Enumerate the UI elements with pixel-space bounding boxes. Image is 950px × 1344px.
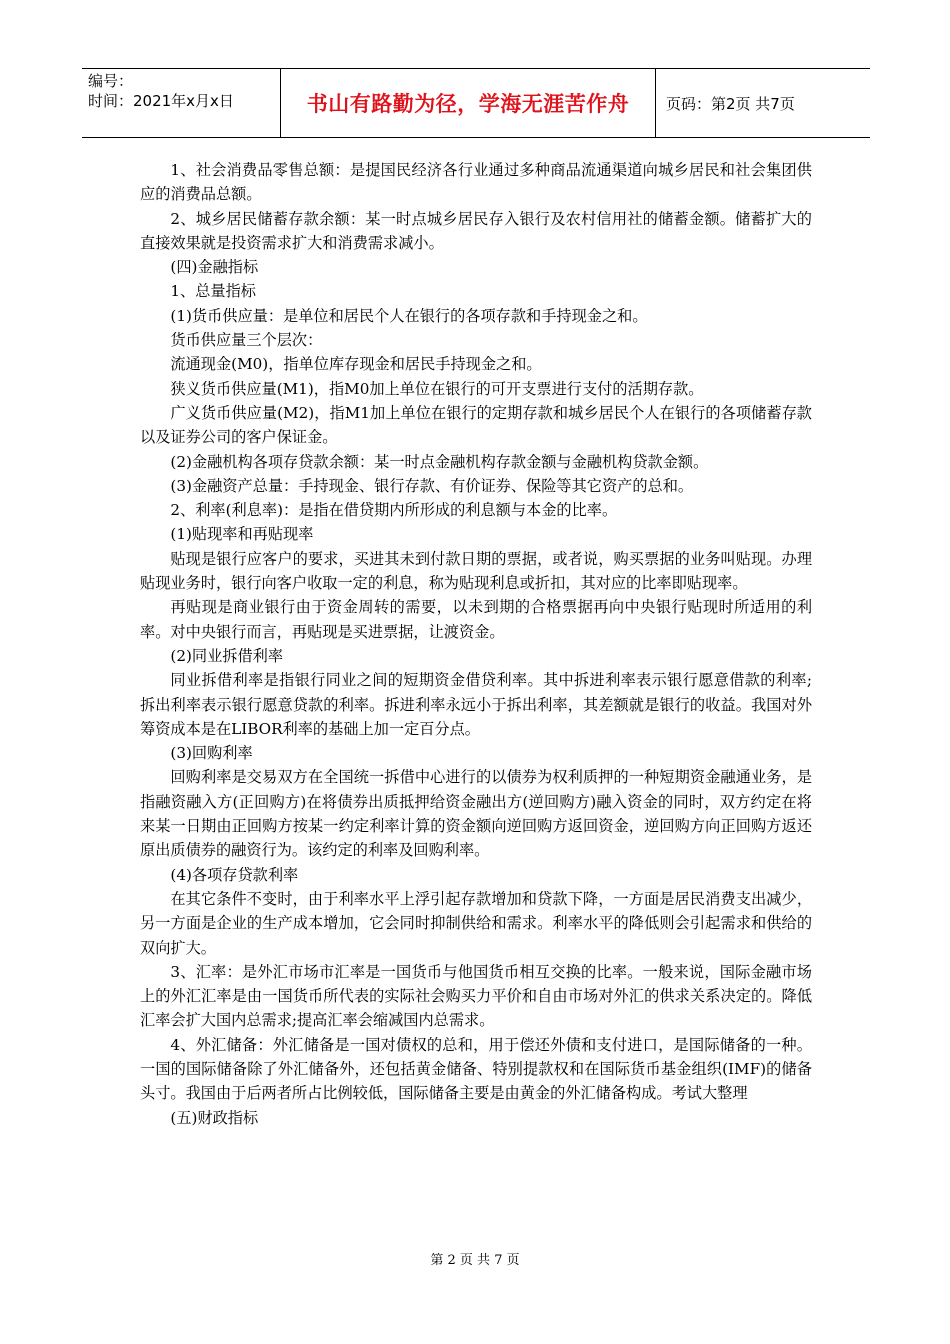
document-number-label: 编号： — [88, 72, 134, 90]
document-body — [140, 158, 812, 1130]
paragraph: 1、社会消费品零售总额：是提国民经济各行业通过多种商品流通渠道向城乡居民和社会集团供应的消费品总额。 — [140, 161, 812, 204]
subsection-heading: 1、总量指标 — [170, 282, 256, 301]
section-heading: (四)金融指标 — [170, 258, 259, 277]
paragraph: 流通现金(M0)，指单位库存现金和居民手持现金之和。 — [170, 355, 542, 374]
section-heading: (五)财政指标 — [170, 1108, 259, 1127]
paragraph: (2)金融机构各项存贷款余额：某一时点金融机构存款金额与金融机构贷款金额。 — [170, 452, 709, 471]
paragraph: 贴现是银行应客户的要求，买进其未到付款日期的票据，或者说，购买票据的业务叫贴现。办理贴现业务时，银行向客户收取一定的利息，称为贴现利息或折扣，其对应的比率即贴现率。 — [140, 549, 812, 593]
paragraph: 2、城乡居民储蓄存款余额：某一时点城乡居民存入银行及农村信用社的储蓄金额。储蓄扩大的直接效果就是投资需求扩大和消费需求减小。 — [140, 209, 812, 252]
header-motto: 书山有路勤为径，学海无涯苦作舟 — [280, 69, 656, 137]
subsection-heading: 2、利率(利息率)：是指在借贷期内所形成的利息额与本金的比率。 — [170, 501, 618, 520]
item-heading: (4)各项存贷款利率 — [170, 865, 299, 884]
header-page-info: 页码：第2页 共7页 — [666, 94, 795, 113]
paragraph: 3、汇率：是外汇市场市汇率是一国货币与他国货币相互交换的比率。一般来说，国际金融市场上的外汇汇率是由一国货币所代表的实际社会购买力平价和自由市场对外汇的供求关系决定的。降低汇率会扩大国内总需求;提高汇率会缩减国内总需求。 — [140, 962, 812, 1030]
paragraph: 在其它条件不变时，由于利率水平上浮引起存款增加和贷款下降，一方面是居民消费支出减少，另一方面是企业的生产成本增加，它会同时抑制供给和需求。利率水平的降低则会引起需求和供给的双向扩大。 — [140, 889, 812, 957]
paragraph: 同业拆借利率是指银行同业之间的短期资金借贷利率。其中拆进利率表示银行愿意借款的利率;拆出利率表示银行愿意贷款的利率。拆进利率永远小于拆出利率，其差额就是银行的收益。我国对外筹资成本是在LIBOR利率的基础上加一定百分点。 — [140, 671, 812, 738]
paragraph: (1)货币供应量：是单位和居民个人在银行的各项存款和手持现金之和。 — [170, 306, 648, 325]
document-time-label: 时间：2021年x月x日 — [88, 92, 234, 110]
paragraph: 4、外汇储备：外汇储备是一国对债权的总和，用于偿还外债和支付进口，是国际储备的一种。一国的国际储备除了外汇储备外，还包括黄金储备、特别提款权和在国际货币基金组织(IMF)的储备头寸。我国由于后两者所占比例较低，国际储备主要是由黄金的外汇储备构成。考试大整理 — [140, 1035, 812, 1103]
item-heading: (1)贴现率和再贴现率 — [170, 525, 314, 544]
item-heading: (2)同业拆借利率 — [170, 646, 284, 665]
page-footer: 第 2 页 共 7 页 — [430, 1253, 520, 1268]
paragraph: 广义货币供应量(M2)，指M1加上单位在银行的定期存款和城乡居民个人在银行的各项储蓄存款以及证券公司的客户保证金。 — [140, 403, 812, 447]
page-header — [82, 68, 870, 138]
paragraph: 再贴现是商业银行由于资金周转的需要，以未到期的合格票据再向中央银行贴现时所适用的利率。对中央银行而言，再贴现是买进票据，让渡资金。 — [140, 598, 812, 641]
paragraph: 回购利率是交易双方在全国统一拆借中心进行的以债券为权利质押的一种短期资金融通业务，是指融资融入方(正回购方)在将债券出质抵押给资金融出方(逆回购方)融入资金的同时，双方约定在将来某一日期由正回购方按某一约定利率计算的资金额向逆回购方返回资金，逆回购方向正回购方返还原出质债券的融资行为。该约定的利率及回购利率。 — [140, 768, 812, 860]
paragraph: (3)金融资产总量：手持现金、银行存款、有价证券、保险等其它资产的总和。 — [170, 476, 694, 495]
header-meta — [82, 69, 280, 137]
paragraph: 狭义货币供应量(M1)，指M0加上单位在银行的可开支票进行支付的活期存款。 — [170, 379, 704, 398]
paragraph: 货币供应量三个层次： — [170, 331, 323, 350]
item-heading: (3)回购利率 — [170, 744, 253, 763]
